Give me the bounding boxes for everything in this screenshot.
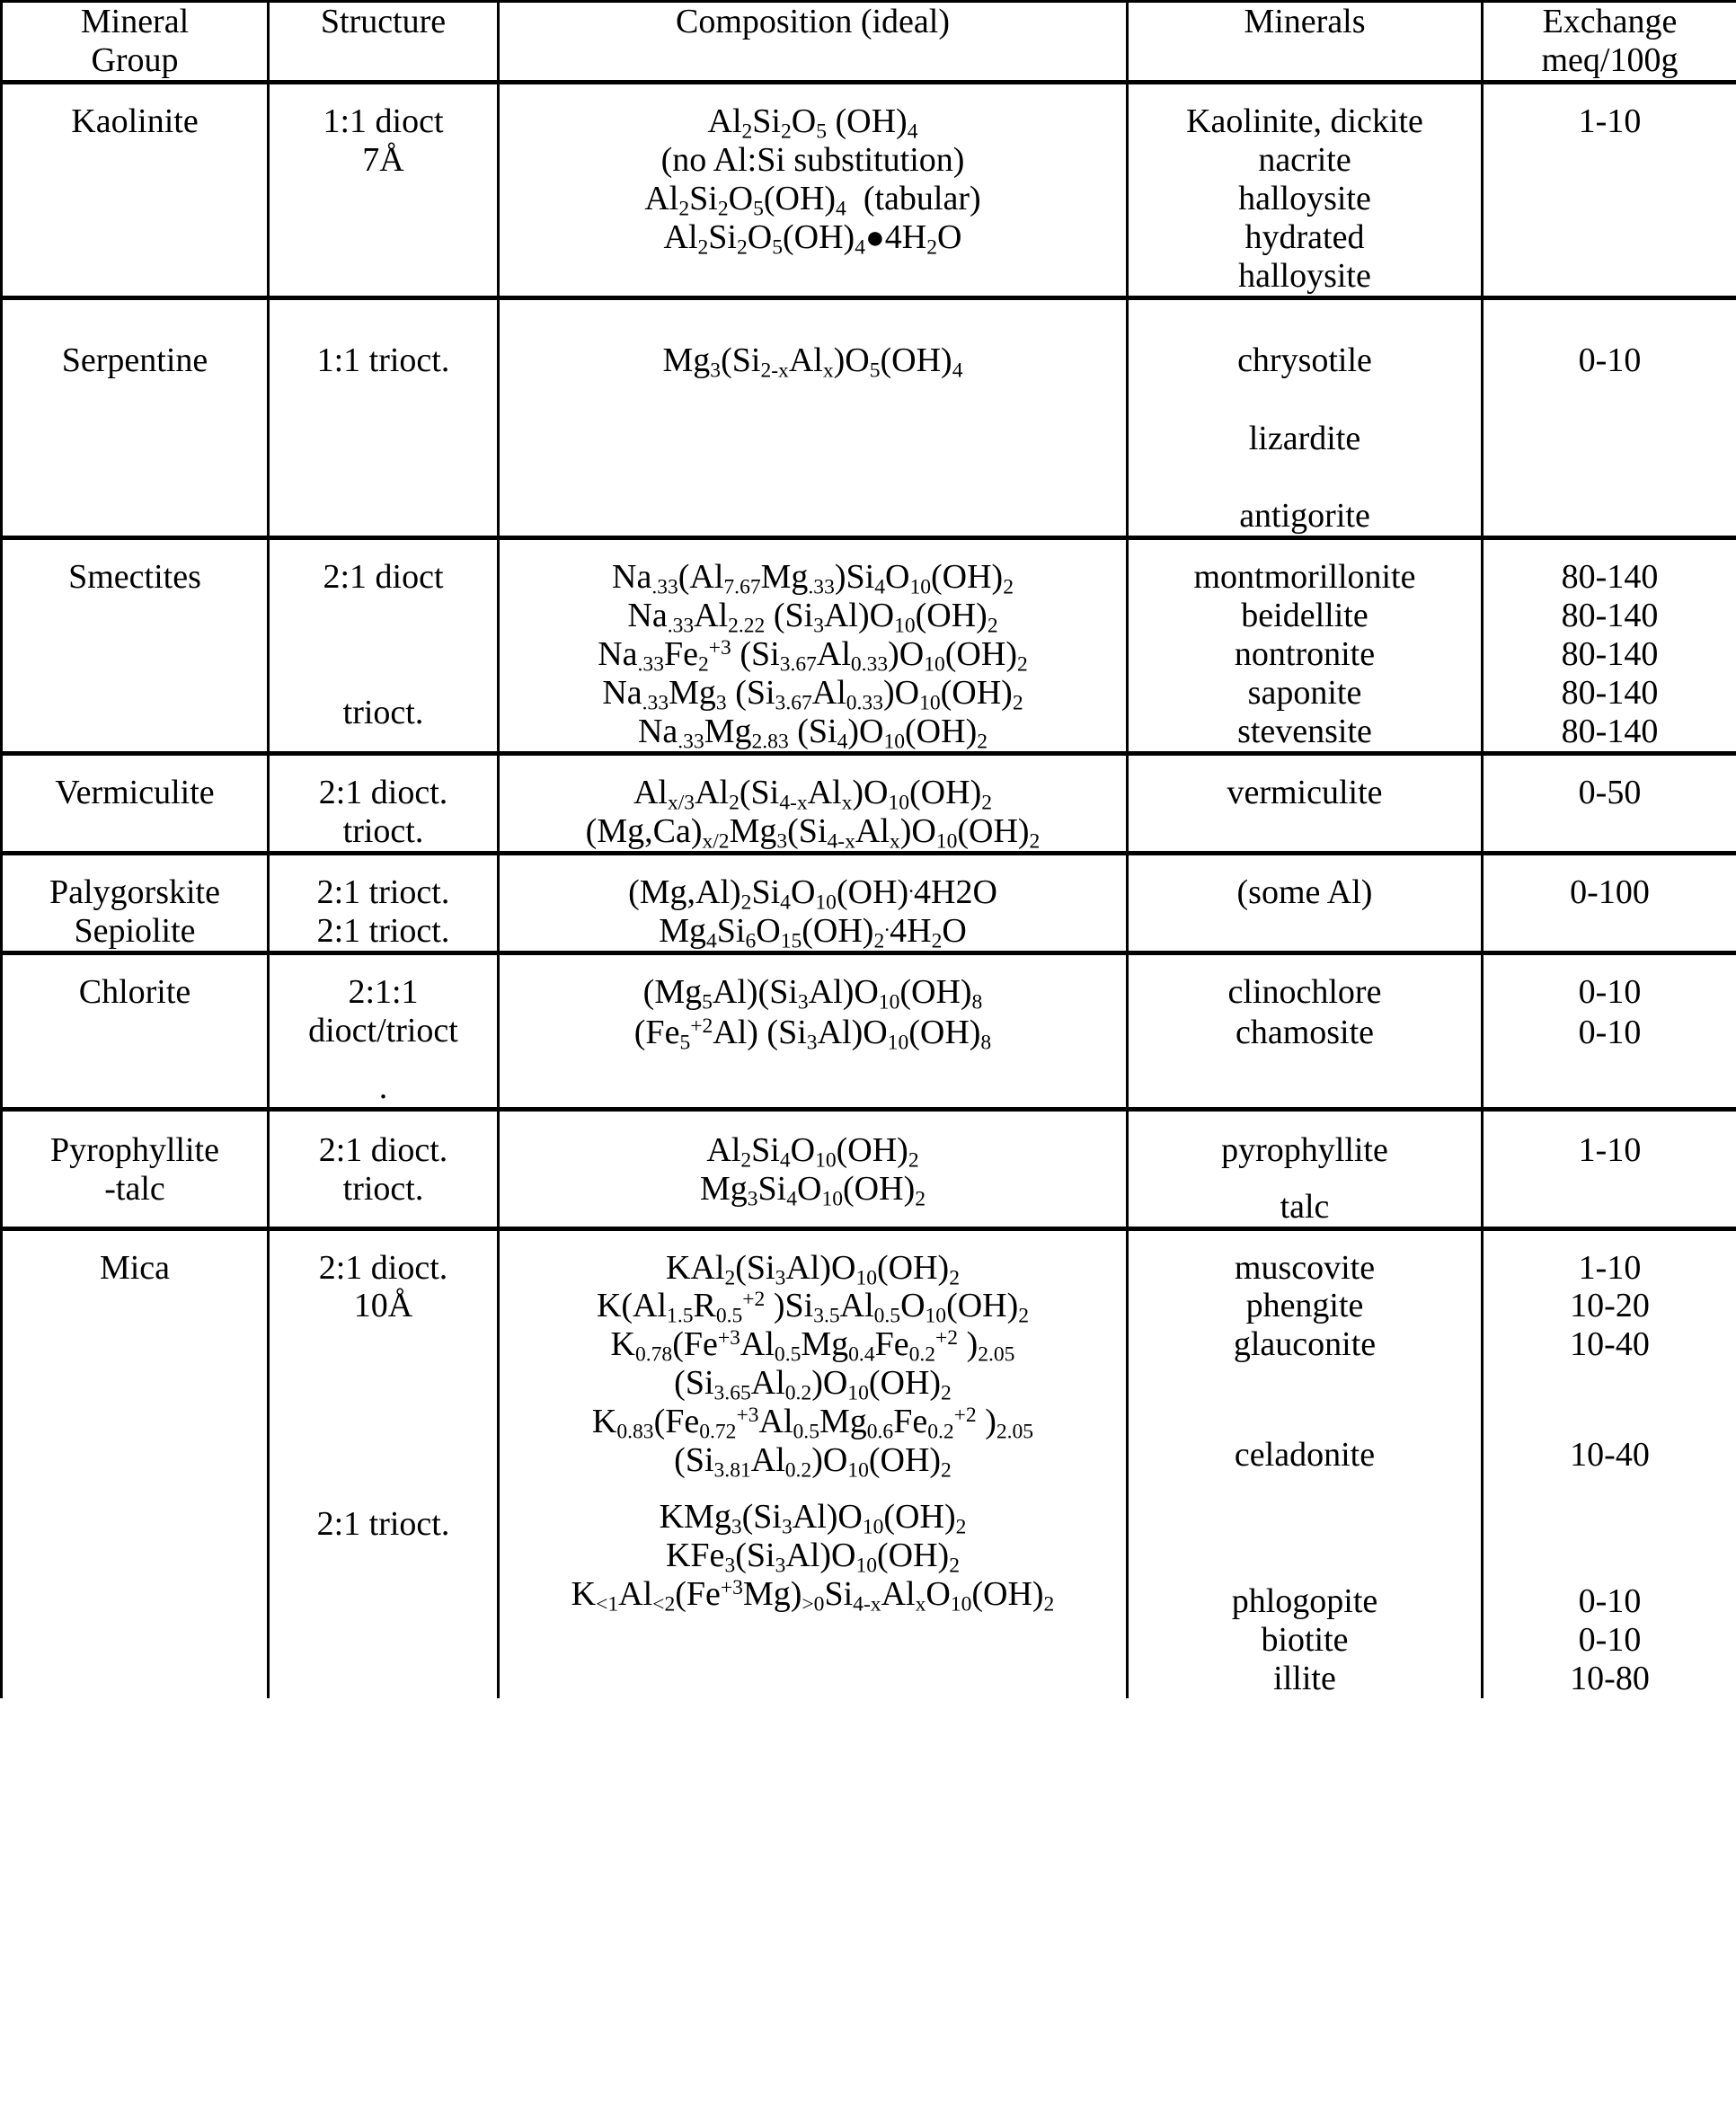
formula-line: $(Si_{3.81}Al_{0.2})O_{10}(OH)_2$ xyxy=(674,1441,952,1483)
mineral-name: muscovite xyxy=(1234,1248,1376,1287)
exchange-value: 10-40 xyxy=(1570,1436,1650,1475)
mineral-name: halloysite xyxy=(1238,179,1371,217)
formula-line: $(Mg,Ca)_{x/2}Mg_3(Si_{4-x}Al_x)O_{10}(OH)_2$ xyxy=(585,812,1041,854)
mineral-name: antigorite xyxy=(1239,497,1370,536)
formula-line: $(Si_{3.65}Al_{0.2})O_{10}(OH)_2$ xyxy=(674,1364,952,1405)
cell-composition-smectites xyxy=(499,538,1128,754)
table-row xyxy=(2,297,1736,538)
table-row xyxy=(2,538,1736,754)
group-label: Kaolinite xyxy=(71,102,199,140)
column-header-minerals xyxy=(1128,2,1483,83)
column-header-structure xyxy=(269,2,499,83)
group-label: -talc xyxy=(104,1169,165,1208)
formula-line: $KFe_3(Si_3Al)O_{10}(OH)_2$ xyxy=(665,1537,960,1578)
structure-line: 10Å xyxy=(353,1287,413,1325)
exchange-value: 80-140 xyxy=(1561,635,1659,674)
mineral-name: chrysotile xyxy=(1237,341,1372,379)
group-label: Pyrophyllite xyxy=(50,1130,219,1169)
cell-minerals-serpentine xyxy=(1128,297,1483,538)
formula-line: $K_{0.83}(Fe_{0.72}^{+3}Al_{0.5}Mg_{0.6}Fe_{0.2}^{+2}$ )$_{2.05}$ xyxy=(591,1403,1034,1444)
mineral-name: pyrophyllite xyxy=(1221,1130,1388,1169)
formula-line: $K_{<1}Al_{<2}(Fe^{+3}Mg)_{>0}Si_{4-x}Al_xO_{10}(OH)_2$ xyxy=(571,1575,1055,1617)
cell-composition-palygorskite xyxy=(499,853,1128,952)
cell-structure-mica xyxy=(269,1228,499,1698)
cell-group-pyrophyllite xyxy=(2,1109,269,1228)
exchange-value: 0-10 xyxy=(1578,341,1642,379)
formula-line: $Na_{.33}Mg_{2.83}$ $(Si_4)O_{10}(OH)_2$ xyxy=(637,713,988,754)
exchange-value: 0-10 xyxy=(1578,1621,1642,1660)
formula-line: $Al_2Si_4O_{10}(OH)_2$ xyxy=(706,1130,919,1173)
mineral-name: biotite xyxy=(1261,1621,1349,1660)
mineral-name: phengite xyxy=(1245,1287,1364,1325)
cell-minerals-mica xyxy=(1128,1228,1483,1698)
cell-exchange-vermiculite xyxy=(1483,754,1736,854)
cell-exchange-kaolinite xyxy=(1483,82,1736,297)
structure-line: 2:1 trioct. xyxy=(316,872,450,911)
table-header-row xyxy=(2,2,1736,83)
mineral-name: talc xyxy=(1280,1187,1330,1226)
cell-minerals-palygorskite xyxy=(1128,853,1483,952)
header-exchange-line2: meq/100g xyxy=(1541,40,1678,79)
formula-line: $Na_{.33}Fe_2^{+3}$ $(Si_{3.67}Al_{0.33})O_{10}(OH)_2$ xyxy=(598,635,1028,677)
mineral-name: illite xyxy=(1273,1660,1336,1698)
column-header-composition xyxy=(499,2,1128,83)
exchange-value: 80-140 xyxy=(1561,674,1659,713)
structure-line: 2:1:1 xyxy=(348,972,419,1011)
mineral-name: halloysite xyxy=(1238,256,1371,295)
cell-group-chlorite xyxy=(2,952,269,1109)
exchange-value: 0-100 xyxy=(1570,872,1650,911)
mineral-name: saponite xyxy=(1247,674,1362,713)
exchange-value: 10-20 xyxy=(1570,1287,1650,1325)
cell-structure-chlorite xyxy=(269,952,499,1109)
structure-line: 2:1 trioct. xyxy=(316,1505,450,1544)
column-header-exchange xyxy=(1483,2,1736,83)
exchange-value: 80-140 xyxy=(1561,713,1659,751)
table-row xyxy=(2,1228,1736,1698)
exchange-value: 10-80 xyxy=(1570,1660,1650,1698)
mineral-name: celadonite xyxy=(1234,1436,1376,1475)
cell-composition-serpentine xyxy=(499,297,1128,538)
table-row xyxy=(2,754,1736,854)
cell-minerals-smectites xyxy=(1128,538,1483,754)
mineral-name: nontronite xyxy=(1234,635,1376,674)
formula-line: $(Mg_5Al)(Si_3Al)O_{10}(OH)_8$ xyxy=(642,972,983,1014)
group-label: Vermiculite xyxy=(55,774,215,812)
cell-composition-pyrophyllite xyxy=(499,1109,1128,1228)
group-label: Sepiolite xyxy=(74,911,196,950)
mineral-name: chamosite xyxy=(1235,1013,1375,1051)
formula-note: (no Al:Si substitution) xyxy=(660,140,965,179)
cell-group-kaolinite xyxy=(2,82,269,297)
cell-composition-vermiculite xyxy=(499,754,1128,854)
exchange-value: 0-50 xyxy=(1578,774,1642,812)
formula-line: $Al_2Si_2O_5$ $(OH)_4$ xyxy=(707,102,918,144)
group-label: Chlorite xyxy=(78,972,191,1011)
cell-exchange-pyrophyllite xyxy=(1483,1109,1736,1228)
cell-composition-chlorite xyxy=(499,952,1128,1109)
group-label: Mica xyxy=(99,1248,171,1287)
formula-line: $Mg_3Si_4O_{10}(OH)_2$ xyxy=(699,1169,926,1211)
cell-exchange-smectites xyxy=(1483,538,1736,754)
exchange-value: 1-10 xyxy=(1578,1130,1642,1169)
mineral-name: (some Al) xyxy=(1236,872,1373,911)
mineral-name: phlogopite xyxy=(1231,1582,1378,1621)
header-mineral-group-line2: Group xyxy=(91,40,179,79)
formula-line: $Na_{.33}Mg_3$ $(Si_{3.67}Al_{0.33})O_{10}(OH)_2$ xyxy=(602,674,1023,715)
formula-line: $(Fe_5^{+2}Al)$ $(Si_3Al)O_{10}(OH)_8$ xyxy=(633,1013,992,1055)
cell-structure-kaolinite xyxy=(269,82,499,297)
cell-structure-palygorskite xyxy=(269,853,499,952)
mineral-name: vermiculite xyxy=(1227,774,1383,812)
exchange-value: 0-10 xyxy=(1578,1013,1642,1051)
cell-structure-pyrophyllite xyxy=(269,1109,499,1228)
formula-line: $Na_{.33}Al_{2.22}$ $(Si_3Al)O_{10}(OH)_2$ xyxy=(627,597,998,638)
formula-line: $KAl_2(Si_3Al)O_{10}(OH)_2$ xyxy=(665,1248,960,1290)
mineral-name: stevensite xyxy=(1237,713,1372,751)
cell-composition-kaolinite xyxy=(499,82,1128,297)
mineral-name: Kaolinite, dickite xyxy=(1186,102,1423,140)
exchange-value: 0-10 xyxy=(1578,1582,1642,1621)
formula-line: $K_{0.78}(Fe^{+3}Al_{0.5}Mg_{0.4}Fe_{0.2}^{+2}$ )$_{2.05}$ xyxy=(610,1325,1015,1367)
structure-line: 2:1 dioct. xyxy=(318,1130,448,1169)
structure-line: trioct. xyxy=(342,812,424,850)
mineral-name: beidellite xyxy=(1241,597,1368,635)
structure-line: dioct/trioct xyxy=(308,1011,458,1050)
structure-line: 2:1 dioct xyxy=(323,558,444,597)
structure-line: 1:1 dioct xyxy=(323,102,444,140)
header-composition-label: Composition (ideal) xyxy=(675,3,951,40)
table-row xyxy=(2,853,1736,952)
exchange-value: 80-140 xyxy=(1561,597,1659,635)
cell-minerals-chlorite xyxy=(1128,952,1483,1109)
group-label: Smectites xyxy=(68,558,201,597)
cell-exchange-serpentine xyxy=(1483,297,1736,538)
exchange-value: 10-40 xyxy=(1570,1325,1650,1364)
header-mineral-group-line1: Mineral xyxy=(80,3,190,40)
header-exchange-line1: Exchange xyxy=(1542,3,1678,40)
group-label: Palygorskite xyxy=(49,872,220,911)
cell-structure-smectites xyxy=(269,538,499,754)
cell-exchange-chlorite xyxy=(1483,952,1736,1109)
structure-line: 2:1 trioct. xyxy=(316,911,450,950)
table-row xyxy=(2,952,1736,1109)
structure-line: trioct. xyxy=(342,1169,424,1208)
cell-exchange-palygorskite xyxy=(1483,853,1736,952)
structure-line: 2:1 dioct. xyxy=(318,774,448,812)
cell-minerals-vermiculite xyxy=(1128,754,1483,854)
formula-line: $Mg_3(Si_{2-x}Al_x)O_5(OH)_4$ xyxy=(662,341,963,383)
formula-line: $(Mg,Al)_2Si_4O_{10}(OH)^.4H2O$ xyxy=(628,872,997,915)
cell-group-mica xyxy=(2,1228,269,1698)
exchange-value: 1-10 xyxy=(1578,1248,1642,1287)
mineral-name: nacrite xyxy=(1258,140,1351,179)
structure-line: trioct. xyxy=(342,694,424,732)
formula-line: $Mg_4Si_6O_{15}(OH)_2^.4H_2O$ xyxy=(659,911,967,953)
mineral-name: clinochlore xyxy=(1227,972,1382,1011)
cell-exchange-mica xyxy=(1483,1228,1736,1698)
column-header-mineral-group xyxy=(2,2,269,83)
formula-line: $Na_{.33}(Al_{7.67}Mg_{.33})Si_4O_{10}(OH)_2$ xyxy=(612,558,1014,599)
cell-composition-mica xyxy=(499,1228,1128,1698)
exchange-value: 0-10 xyxy=(1578,972,1642,1011)
cell-structure-serpentine xyxy=(269,297,499,538)
formula-line: $Al_{x/3}Al_2(Si_{4-x}Al_x)O_{10}(OH)_2$ xyxy=(633,774,993,815)
cell-group-vermiculite xyxy=(2,754,269,854)
formula-line: $Al_2Si_2O_5(OH)_4●4H_2O$ xyxy=(663,217,962,260)
formula-line: $KMg_3(Si_3Al)O_{10}(OH)_2$ xyxy=(659,1498,967,1539)
formula-line: $K(Al_{1.5}R_{0.5}^{+2}$ )$Si_{3.5}Al_{0.5}O_{10}(OH)_2$ xyxy=(596,1287,1030,1329)
cell-group-serpentine xyxy=(2,297,269,538)
cell-minerals-kaolinite xyxy=(1128,82,1483,297)
structure-line: 1:1 trioct. xyxy=(316,341,450,379)
exchange-value: 1-10 xyxy=(1578,102,1642,140)
header-minerals-label: Minerals xyxy=(1244,3,1366,40)
cell-group-palygorskite xyxy=(2,853,269,952)
mineral-name: hydrated xyxy=(1244,217,1365,256)
header-structure-label: Structure xyxy=(320,3,447,40)
structure-line: . xyxy=(378,1067,388,1106)
group-label: Serpentine xyxy=(61,341,208,379)
structure-line: 2:1 dioct. xyxy=(318,1248,448,1287)
structure-line: 7Å xyxy=(362,140,404,179)
cell-group-smectites xyxy=(2,538,269,754)
cell-structure-vermiculite xyxy=(269,754,499,854)
formula-line: $Al_2Si_2O_5(OH)_4$ (tabular) xyxy=(644,179,981,221)
mineral-name: montmorillonite xyxy=(1193,558,1416,597)
exchange-value: 80-140 xyxy=(1561,558,1659,597)
cell-minerals-pyrophyllite xyxy=(1128,1109,1483,1228)
table-row xyxy=(2,82,1736,297)
mineral-name: lizardite xyxy=(1248,419,1361,457)
mineral-name: glauconite xyxy=(1233,1325,1377,1364)
table-row xyxy=(2,1109,1736,1228)
